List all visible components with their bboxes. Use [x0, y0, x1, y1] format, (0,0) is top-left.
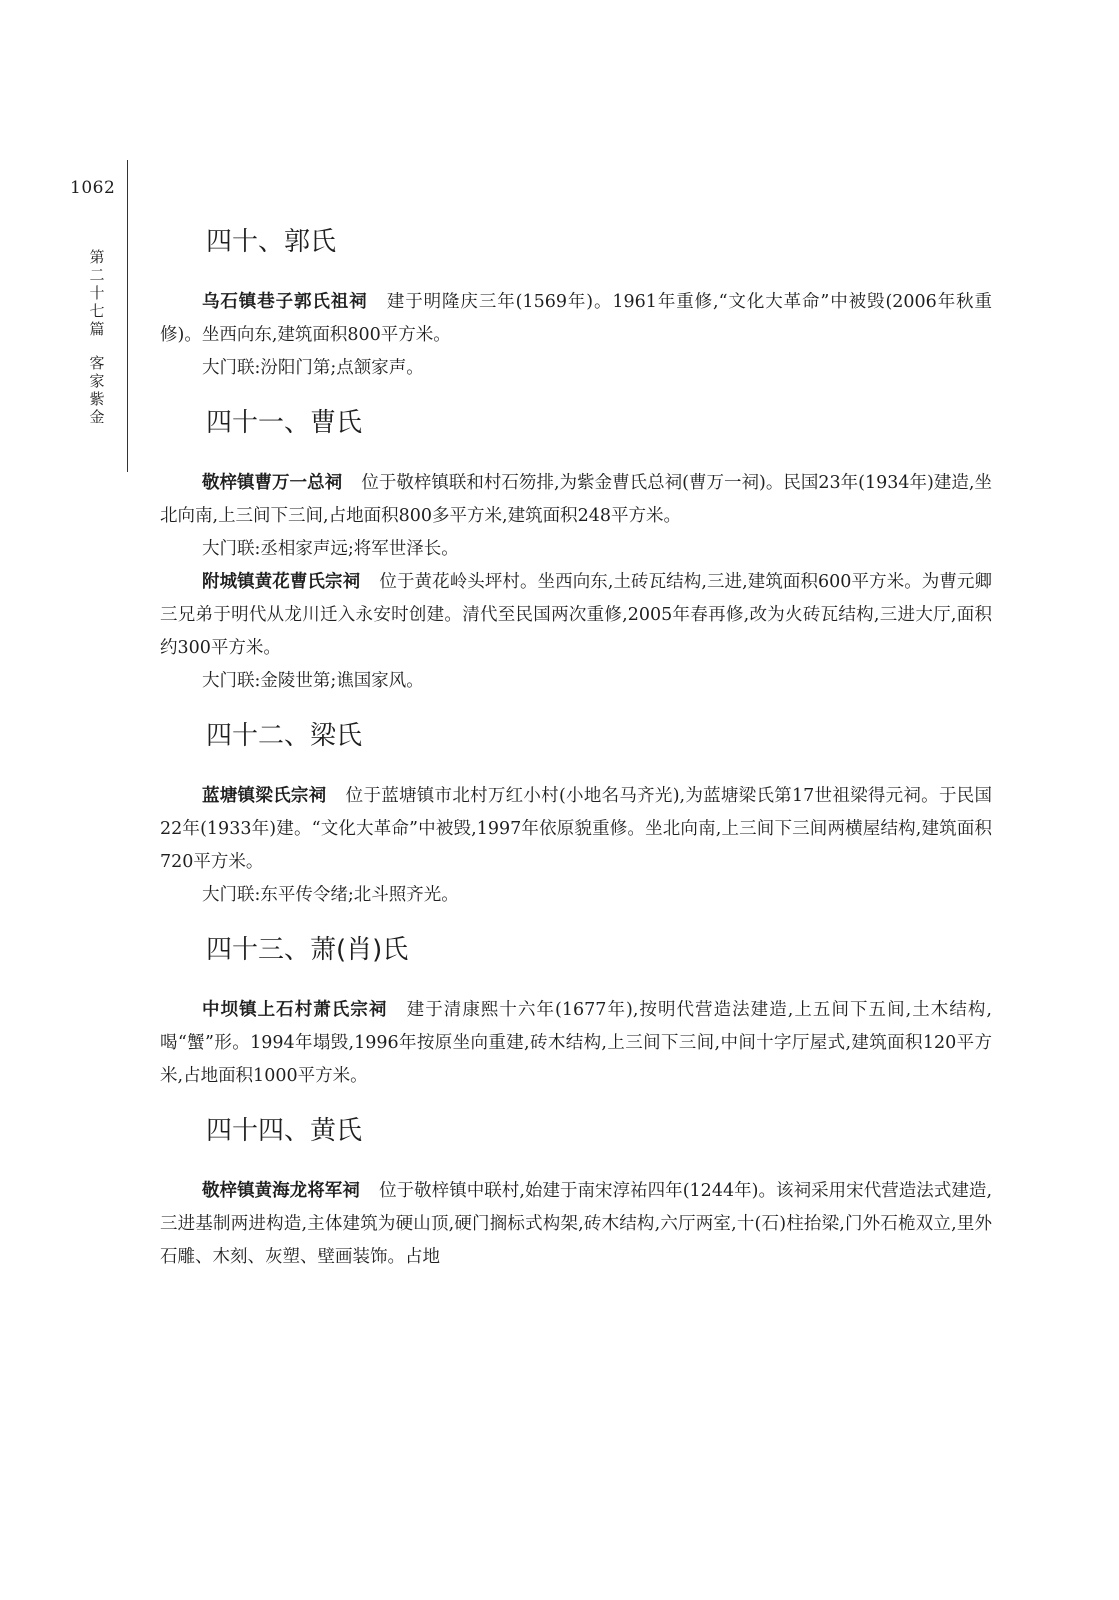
page-content — [160, 222, 992, 1292]
section-cao — [160, 403, 992, 698]
side-header — [86, 248, 108, 426]
section-title: 四十二、梁氏 — [206, 721, 363, 751]
entry-name: 附城镇黄花曹氏宗祠 — [202, 572, 361, 592]
gate-couplet: 大门联:汾阳门第;点颔家声。 — [202, 358, 424, 378]
entry-text: 建于清康熙十六年(1677年),按明代营造法建造,上五间下五间,土木结构,喝“蟹”形。1994年塌毁,1996年按原坐向重建,砖木结构,上三间下三间,中间十字厅屋式,建筑面积120平方米,占地面积1000平方米。 — [160, 1000, 992, 1086]
entry-name: 敬梓镇黄海龙将军祠 — [202, 1181, 360, 1201]
section-guo — [160, 222, 992, 385]
entry — [160, 566, 992, 665]
side-header-title: 客家紫金 — [89, 354, 105, 426]
entry-text: 位于敬梓镇中联村,始建于南宋淳祐四年(1244年)。该祠采用宋代营造法式建造,三进基制两进构造,主体建筑为硬山顶,硬门搁标式构架,砖木结构,六厅两室,十(石)柱抬梁,门外石桅双立,里外石雕、木刻、灰塑、壁画装饰。占地 — [160, 1181, 993, 1267]
side-header-part: 第二十七篇 — [89, 248, 105, 338]
section-xiao — [160, 930, 992, 1093]
section-title: 四十、郭氏 — [206, 227, 337, 257]
entry — [160, 1175, 992, 1274]
section-title: 四十三、萧(肖)氏 — [206, 935, 409, 965]
entry-text: 位于黄花岭头坪村。坐西向东,土砖瓦结构,三进,建筑面积600平方米。为曹元卿三兄弟于明代从龙川迁入永安时创建。清代至民国两次重修,2005年春再修,改为火砖瓦结构,三进大厅,面积约300平方米。 — [160, 572, 993, 658]
section-huang — [160, 1111, 992, 1274]
entry-text: 位于蓝塘镇市北村万红小村(小地名马齐光),为蓝塘梁氏第17世祖梁得元祠。于民国22年(1933年)建。“文化大革命”中被毁,1997年依原貌重修。坐北向南,上三间下三间两横屋结构,建筑面积720平方米。 — [160, 786, 993, 872]
entry-name: 中坝镇上石村萧氏宗祠 — [202, 1000, 388, 1020]
entry-name: 敬梓镇曹万一总祠 — [202, 473, 343, 493]
page-number: 1062 — [70, 178, 116, 198]
section-title: 四十四、黄氏 — [206, 1116, 363, 1146]
gate-couplet: 大门联:东平传令绪;北斗照齐光。 — [202, 885, 459, 905]
entry — [160, 286, 992, 352]
margin-rule — [127, 160, 128, 472]
entry-name: 乌石镇巷子郭氏祖祠 — [202, 292, 368, 312]
entry — [160, 780, 992, 879]
gate-couplet: 大门联:金陵世第;谯国家风。 — [202, 671, 424, 691]
section-liang — [160, 716, 992, 912]
entry-text: 建于明隆庆三年(1569年)。1961年重修,“文化大革命”中被毁(2006年秋重修)。坐西向东,建筑面积800平方米。 — [160, 292, 992, 345]
gate-couplet: 大门联:丞相家声远;将军世泽长。 — [202, 539, 459, 559]
entry-name: 蓝塘镇梁氏宗祠 — [202, 786, 327, 806]
entry-text: 位于敬梓镇联和村石笏排,为紫金曹氏总祠(曹万一祠)。民国23年(1934年)建造,坐北向南,上三间下三间,占地面积800多平方米,建筑面积248平方米。 — [160, 473, 992, 526]
entry — [160, 994, 992, 1093]
entry — [160, 467, 992, 533]
section-title: 四十一、曹氏 — [206, 408, 363, 438]
